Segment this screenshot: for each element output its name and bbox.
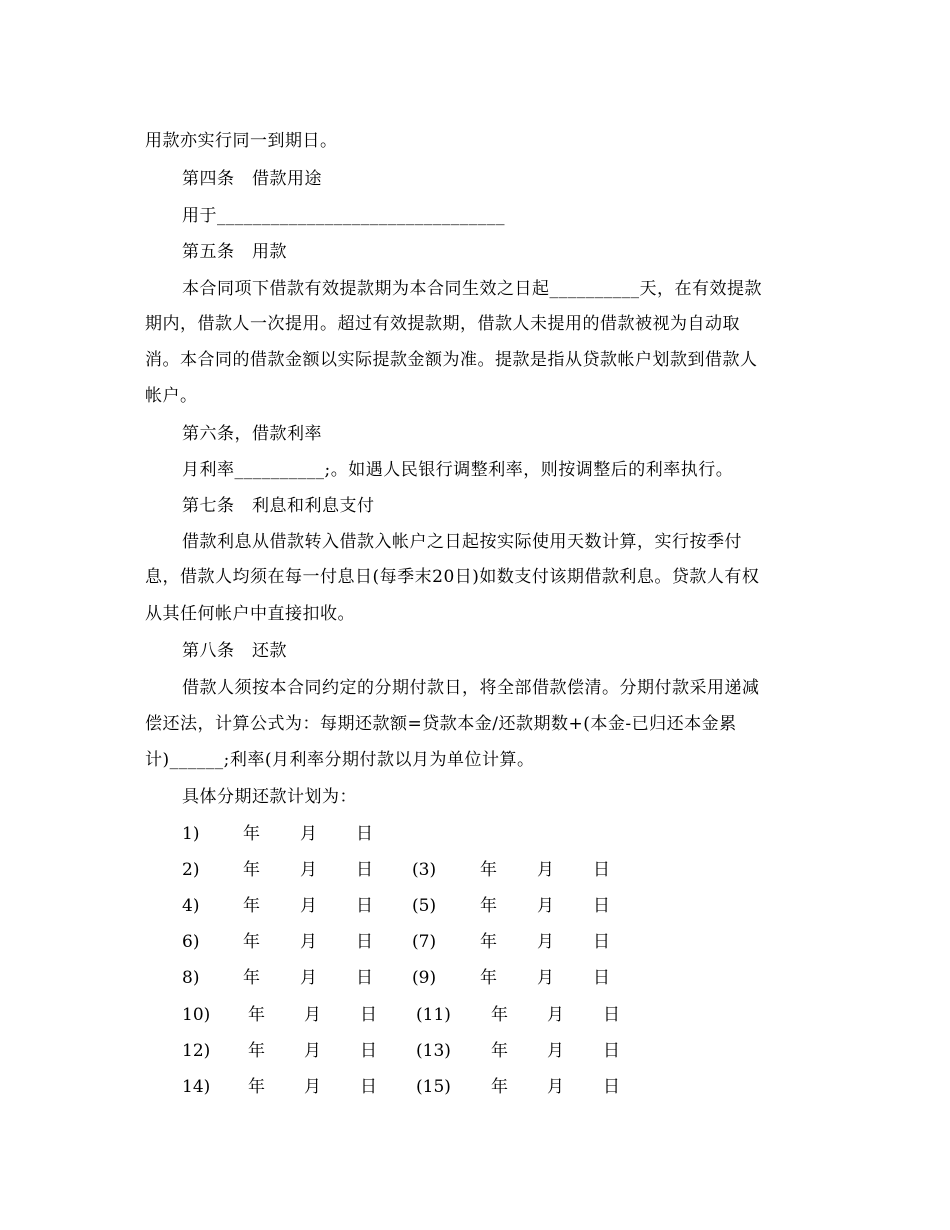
- schedule-date-field: 月: [304, 1077, 321, 1097]
- schedule-period-number: (9): [412, 968, 437, 988]
- section-heading: 第六条，借款利率: [182, 424, 322, 444]
- schedule-date-field: 月: [537, 968, 554, 988]
- schedule-date-field: 年: [480, 932, 497, 952]
- schedule-date-field: 日: [360, 1077, 377, 1097]
- schedule-date-field: 月: [300, 824, 317, 844]
- schedule-date-field: 日: [356, 860, 373, 880]
- paragraph-line: 期内，借款人一次提用。超过有效提款期，借款人未提用的借款被视为自动取: [145, 314, 740, 334]
- schedule-date-field: 日: [603, 1005, 620, 1025]
- schedule-period-number: 12): [182, 1041, 211, 1061]
- schedule-date-field: 日: [356, 932, 373, 952]
- section-heading: 第七条 利息和利息支付: [182, 496, 375, 516]
- schedule-period-number: 6): [182, 932, 200, 952]
- schedule-date-field: 年: [248, 1041, 265, 1061]
- schedule-period-number: 10): [182, 1005, 211, 1025]
- paragraph-line: 息，借款人均须在每一付息日(每季末20日)如数支付该期借款利息。贷款人有权: [145, 567, 760, 587]
- schedule-period-number: (7): [412, 932, 437, 952]
- paragraph-line: 具体分期还款计划为：: [182, 787, 357, 807]
- section-heading: 第四条 借款用途: [182, 169, 322, 189]
- schedule-date-field: 日: [603, 1041, 620, 1061]
- schedule-date-field: 日: [360, 1005, 377, 1025]
- schedule-date-field: 年: [243, 968, 260, 988]
- schedule-date-field: 年: [480, 968, 497, 988]
- schedule-date-field: 年: [243, 896, 260, 916]
- schedule-period-number: (11): [416, 1005, 451, 1025]
- schedule-date-field: 日: [593, 896, 610, 916]
- paragraph-line: 借款人须按本合同约定的分期付款日，将全部借款偿清。分期付款采用递减: [182, 678, 760, 698]
- schedule-date-field: 日: [593, 932, 610, 952]
- schedule-period-number: 8): [182, 968, 200, 988]
- paragraph-line: 消。本合同的借款金额以实际提款金额为准。提款是指从贷款帐户划款到借款人: [145, 350, 758, 370]
- schedule-date-field: 月: [547, 1077, 564, 1097]
- section-heading: 第五条 用款: [182, 242, 287, 262]
- schedule-date-field: 日: [593, 860, 610, 880]
- schedule-date-field: 月: [304, 1005, 321, 1025]
- schedule-date-field: 年: [491, 1005, 508, 1025]
- schedule-period-number: 2): [182, 860, 200, 880]
- paragraph-line: 帐户。: [145, 386, 198, 406]
- schedule-period-number: 1): [182, 824, 200, 844]
- schedule-date-field: 年: [491, 1077, 508, 1097]
- schedule-date-field: 日: [356, 968, 373, 988]
- schedule-date-field: 年: [243, 824, 260, 844]
- paragraph-line: 用于________________________________: [182, 206, 505, 226]
- paragraph-line: 从其任何帐户中直接扣收。: [145, 604, 355, 624]
- schedule-period-number: (5): [412, 896, 437, 916]
- schedule-date-field: 日: [360, 1041, 377, 1061]
- paragraph-line: 借款利息从借款转入借款入帐户之日起按实际使用天数计算，实行按季付: [182, 532, 742, 552]
- section-heading: 第八条 还款: [182, 641, 287, 661]
- schedule-date-field: 月: [547, 1041, 564, 1061]
- paragraph-line: 用款亦实行同一到期日。: [145, 131, 338, 151]
- schedule-date-field: 月: [547, 1005, 564, 1025]
- paragraph-line: 偿还法，计算公式为：每期还款额=贷款本金/还款期数+(本金-已归还本金累: [145, 714, 737, 734]
- schedule-date-field: 月: [300, 968, 317, 988]
- schedule-date-field: 年: [248, 1077, 265, 1097]
- schedule-date-field: 月: [537, 860, 554, 880]
- schedule-date-field: 日: [593, 968, 610, 988]
- schedule-date-field: 月: [304, 1041, 321, 1061]
- schedule-date-field: 年: [243, 932, 260, 952]
- schedule-date-field: 日: [356, 824, 373, 844]
- schedule-period-number: (13): [416, 1041, 451, 1061]
- schedule-period-number: 14): [182, 1077, 211, 1097]
- schedule-date-field: 月: [300, 860, 317, 880]
- schedule-date-field: 月: [537, 896, 554, 916]
- schedule-date-field: 月: [300, 896, 317, 916]
- schedule-date-field: 月: [300, 932, 317, 952]
- schedule-date-field: 年: [480, 896, 497, 916]
- schedule-date-field: 年: [243, 860, 260, 880]
- schedule-date-field: 日: [356, 896, 373, 916]
- schedule-date-field: 日: [603, 1077, 620, 1097]
- schedule-date-field: 月: [537, 932, 554, 952]
- schedule-date-field: 年: [480, 860, 497, 880]
- paragraph-line: 月利率__________;。如遇人民银行调整利率，则按调整后的利率执行。: [182, 460, 734, 480]
- paragraph-line: 本合同项下借款有效提款期为本合同生效之日起__________天，在有效提款: [182, 279, 762, 299]
- paragraph-line: 计)______;利率(月利率分期付款以月为单位计算。: [145, 750, 535, 770]
- schedule-period-number: (3): [412, 860, 437, 880]
- schedule-date-field: 年: [248, 1005, 265, 1025]
- schedule-period-number: 4): [182, 896, 200, 916]
- schedule-date-field: 年: [491, 1041, 508, 1061]
- schedule-period-number: (15): [416, 1077, 451, 1097]
